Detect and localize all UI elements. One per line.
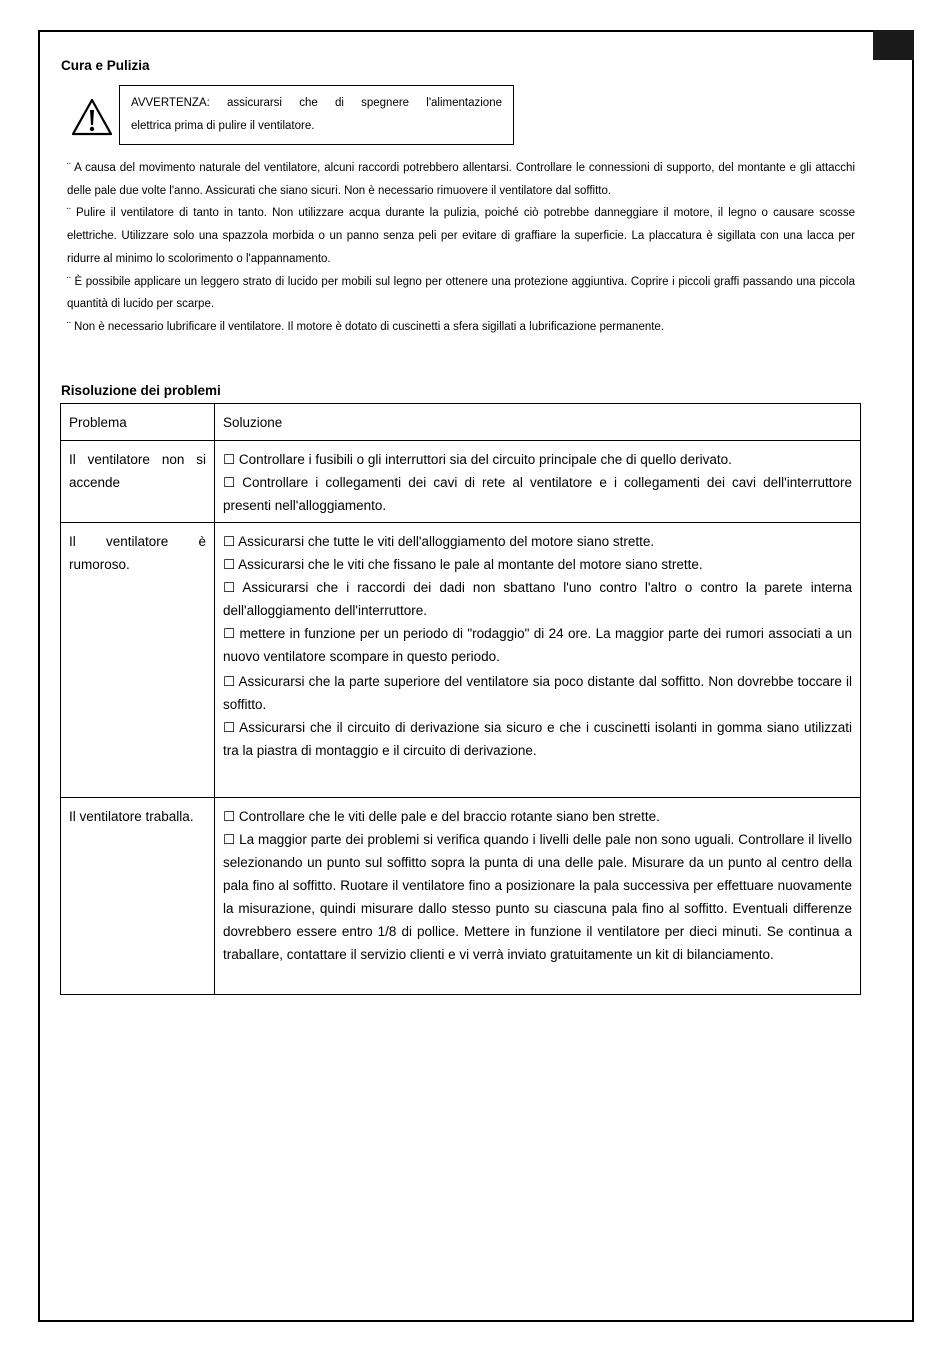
header-problem: Problema [61, 404, 215, 441]
care-item: ¨ A causa del movimento naturale del ventilatore, alcuni raccordi potrebbero allentarsi. Controllare le connessioni di supporto, del montante e gli attacchi delle pale due volte l'anno. Assicurati che siano sicuri. Non è necessario rimuovere il ventilatore dal soffitto. [67, 162, 855, 197]
care-item: ¨ Pulire il ventilatore di tanto in tanto. Non utilizzare acqua durante la pulizia, poiché ciò potrebbe danneggiare il motore, il legno o causare scosse elettriche. Utilizzare solo una spazzola morbida o un panno senza peli per evitare di graffiare la superficie. La placcatura è sigillata con una lacca per ridurre al minimo lo scolorimento o l'appannamento. [67, 207, 855, 265]
solution-item: ☐ La maggior parte dei problemi si verifica quando i livelli delle pale non sono uguali. Controllare il livello selezionando un punto sul soffitto sopra la punta di una delle pale. Misurare da un punto al centro della pala fino al soffitto. Ruotare il ventilatore fino a posizionare la pala successiva per effettuare nuovamente la misurazione, quindi misurare dallo stesso punto su ciascuna pala fino al soffitto. Eventuali differenze dovrebbero essere entro 1/8 di pollice. Mettere in funzione il ventilatore per dieci minuti. Se continua a traballare, contattare il servizio clienti e vi verrà inviato gratuitamente un kit di bilanciamento. [223, 832, 852, 962]
table-header-row [61, 404, 861, 441]
solution-item: ☐ Controllare i fusibili o gli interruttori sia del circuito principale che di quello derivato. [223, 452, 732, 467]
solution-item: ☐ Assicurarsi che i raccordi dei dadi non sbattano l'uno contro l'altro o contro la parete interna dell'alloggiamento dell'interruttore. [223, 580, 852, 618]
problem-cell: Il ventilatore non si accende [61, 441, 215, 523]
solution-item: ☐ mettere in funzione per un periodo di "rodaggio" di 24 ore. La maggior parte dei rumori associati a un nuovo ventilatore scompare in questo periodo. [223, 626, 852, 664]
solution-cell [215, 441, 861, 523]
troubleshooting-table [60, 403, 861, 995]
solution-item: ☐ Assicurarsi che la parte superiore del ventilatore sia poco distante dal soffitto. Non dovrebbe toccare il soffitto. [223, 674, 852, 712]
solution-cell [215, 523, 861, 798]
solution-item: ☐ Controllare che le viti delle pale e del braccio rotante siano ben strette. [223, 809, 660, 824]
solution-cell [215, 798, 861, 995]
solution-item: ☐ Assicurarsi che il circuito di derivazione sia sicuro e che i cuscinetti isolanti in gomma siano utilizzati tra la piastra di montaggio e il circuito di derivazione. [223, 720, 852, 758]
warning-box [119, 85, 514, 145]
troubleshooting-title: Risoluzione dei problemi [61, 383, 221, 398]
solution-item: ☐ Assicurarsi che le viti che fissano le pale al montante del motore siano strette. [223, 557, 703, 572]
header-solution: Soluzione [215, 404, 861, 441]
problem-cell: Il ventilatore traballa. [61, 798, 215, 995]
warning-line-1: AVVERTENZA: assicurarsi che di spegnere l'alimentazione [131, 97, 502, 109]
solution-item: ☐ Assicurarsi che tutte le viti dell'alloggiamento del motore siano strette. [223, 534, 655, 549]
warning-line-2: elettrica prima di pulire il ventilatore. [131, 120, 315, 132]
solution-item: ☐ Controllare i collegamenti dei cavi di rete al ventilatore e i collegamenti dei cavi dell'interruttore presenti nell'alloggiamento. [223, 475, 852, 513]
table-row [61, 523, 861, 798]
care-title: Cura e Pulizia [61, 58, 150, 73]
care-item: ¨ Non è necessario lubrificare il ventilatore. Il motore è dotato di cuscinetti a sfera sigillati a lubrificazione permanente. [67, 320, 665, 333]
warning-icon [70, 97, 114, 137]
problem-cell: Il ventilatore è rumoroso. [61, 523, 215, 798]
care-item: ¨ È possibile applicare un leggero strato di lucido per mobili sul legno per ottenere una protezione aggiuntiva. Coprire i piccoli graffi passando una piccola quantità di lucido per scarpe. [67, 275, 855, 311]
table-row [61, 798, 861, 995]
table-row [61, 441, 861, 523]
care-list [67, 157, 855, 339]
page-tab-marker [873, 30, 914, 60]
